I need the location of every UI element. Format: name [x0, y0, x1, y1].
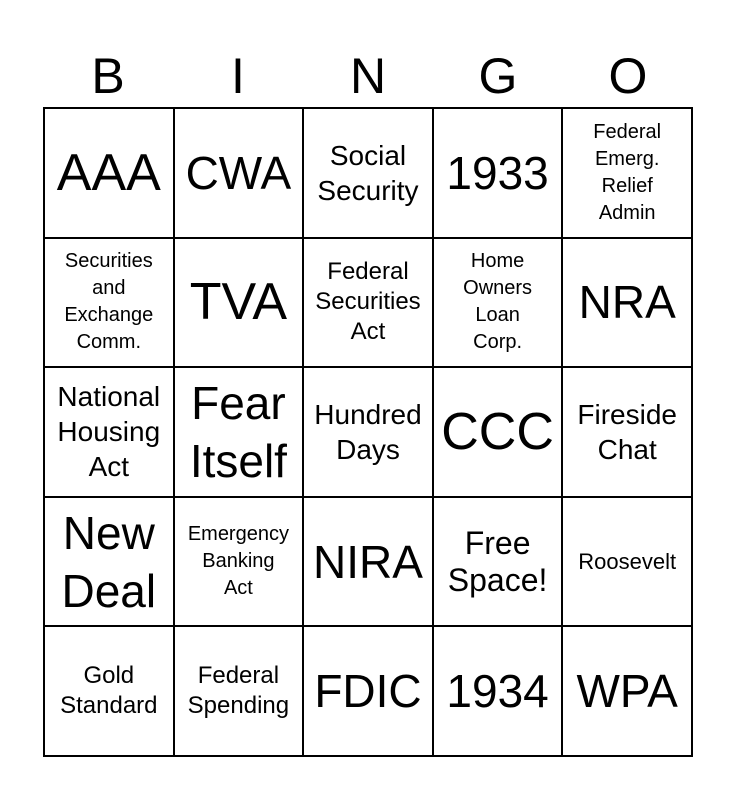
cell-text: Emergency Banking Act [187, 523, 289, 600]
cell-text: TVA [189, 273, 288, 332]
bingo-cell[interactable] [562, 497, 692, 627]
cell-text: New Deal [61, 506, 157, 617]
cell-text: AAA [56, 143, 161, 202]
bingo-cell[interactable] [44, 367, 174, 497]
cell-text: WPA [576, 665, 678, 718]
bingo-cell[interactable] [303, 367, 433, 497]
bingo-cell[interactable] [303, 108, 433, 238]
cell-text: Securities and Exchange Comm. [64, 250, 154, 354]
cell-text: 1934 [446, 665, 549, 718]
cell-text: 1933 [446, 146, 549, 199]
cell-text: FDIC [314, 665, 422, 718]
bingo-cell[interactable] [174, 367, 304, 497]
bingo-cell[interactable] [44, 108, 174, 238]
cell-text: CCC [441, 402, 554, 461]
cell-text: Federal Emerg. Relief Admin [593, 120, 662, 224]
cell-text: Federal Securities Act [315, 258, 421, 346]
free-space-cell[interactable] [433, 497, 563, 627]
header-letter-o: O [608, 48, 648, 104]
header-letter-g: G [478, 48, 518, 104]
cell-text: Gold Standard [60, 662, 158, 720]
bingo-cell[interactable] [174, 497, 304, 627]
bingo-cell[interactable] [303, 238, 433, 368]
cell-text: CWA [185, 146, 292, 199]
bingo-cell[interactable] [44, 497, 174, 627]
bingo-cell[interactable] [433, 108, 563, 238]
bingo-header [43, 44, 693, 108]
cell-text: Free Space! [447, 524, 548, 598]
bingo-cell[interactable] [433, 367, 563, 497]
cell-text: Roosevelt [578, 549, 677, 575]
cell-text: NRA [578, 276, 676, 329]
bingo-cell[interactable] [562, 367, 692, 497]
bingo-cell[interactable] [562, 238, 692, 368]
bingo-cell[interactable] [174, 238, 304, 368]
bingo-cell[interactable] [174, 108, 304, 238]
bingo-cell[interactable] [44, 238, 174, 368]
header-letter-n: N [349, 48, 387, 104]
bingo-cell[interactable] [174, 626, 304, 756]
cell-text: Fireside Chat [577, 398, 677, 465]
cell-text: Home Owners Loan Corp. [463, 250, 533, 354]
header-letter-i: I [231, 48, 245, 104]
bingo-cell[interactable] [303, 497, 433, 627]
cell-text: NIRA [313, 535, 423, 588]
bingo-cell[interactable] [433, 238, 563, 368]
bingo-cell[interactable] [562, 626, 692, 756]
cell-text: Federal Spending [187, 662, 290, 720]
bingo-cell[interactable] [303, 626, 433, 756]
cell-text: Hundred Days [314, 398, 422, 465]
bingo-board [43, 107, 693, 757]
bingo-cell[interactable] [44, 626, 174, 756]
bingo-cell[interactable] [433, 626, 563, 756]
cell-text: Social Security [317, 139, 419, 206]
cell-text: Fear Itself [189, 376, 287, 487]
cell-text: National Housing Act [57, 381, 161, 483]
header-letter-b: B [91, 48, 125, 104]
bingo-cell[interactable] [562, 108, 692, 238]
